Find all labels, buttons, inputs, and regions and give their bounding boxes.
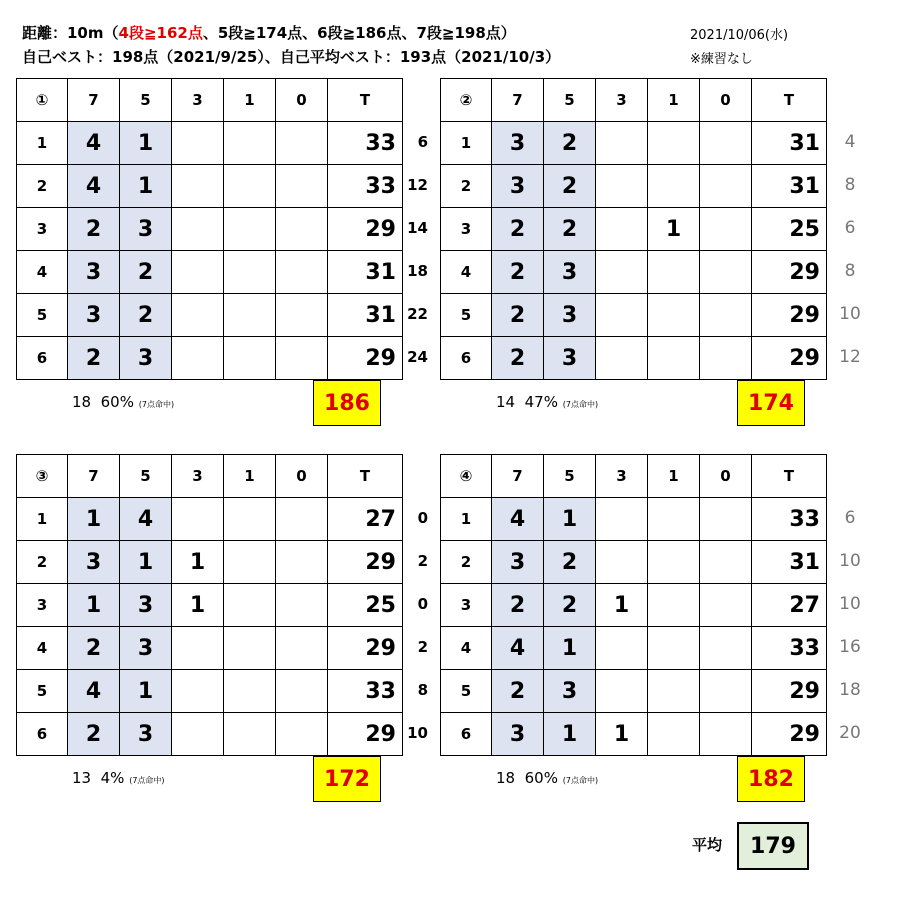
distance-rest: 、5段≧174点、6段≧186点、7段≧198点） [202,24,516,42]
end-number: 4 [441,627,492,670]
running-seven-count: 0 [417,595,428,613]
table-row [441,294,827,337]
hit-count: 2 [68,713,120,756]
hit-count [596,498,648,541]
end-number: 6 [441,713,492,756]
table-row [441,337,827,380]
running-five-count: 18 [839,680,861,700]
hit-count: 1 [544,713,596,756]
column-header: 3 [596,79,648,122]
round-label: ① [17,79,68,122]
round-total: 172 [324,766,370,792]
table-row [441,584,827,627]
column-header: 3 [172,79,224,122]
round-label: ② [441,79,492,122]
hit-count [596,670,648,713]
running-five-count: 20 [839,723,861,743]
hit-count: 3 [68,251,120,294]
hit-count [172,713,224,756]
running-five-count: 8 [844,261,856,281]
end-number: 3 [441,208,492,251]
hit-count: 1 [544,498,596,541]
hit-count: 2 [544,541,596,584]
end-total: 33 [328,122,403,165]
hit-count: 2 [492,584,544,627]
round-total-box [313,380,381,426]
running-five-count: 16 [839,637,861,657]
column-header: T [752,79,827,122]
hit-count: 2 [68,208,120,251]
hit-count: 1 [172,584,224,627]
running-seven-count: 2 [417,552,428,570]
column-header: 0 [276,455,328,498]
hit-count [700,713,752,756]
hit-count: 1 [120,165,172,208]
end-total: 29 [328,541,403,584]
seven-hit-note: (7点命中) [562,776,599,785]
end-total: 31 [752,541,827,584]
distance-prefix: 距離：10m（ [22,24,119,42]
hit-count [172,208,224,251]
table-row [17,541,403,584]
round-table-2 [440,78,827,380]
round-label: ③ [17,455,68,498]
column-header: 0 [700,455,752,498]
hit-count [700,294,752,337]
hit-count [276,713,328,756]
running-five-count: 10 [839,551,861,571]
hit-count [700,122,752,165]
average-value: 179 [750,833,796,859]
end-number: 5 [17,294,68,337]
end-total: 29 [328,208,403,251]
hit-count [700,251,752,294]
running-seven-count: 18 [407,262,428,280]
hit-count: 2 [544,584,596,627]
hit-count [224,122,276,165]
running-seven-count: 24 [407,348,428,366]
hit-count [172,294,224,337]
hit-count [224,713,276,756]
hit-count: 2 [544,208,596,251]
table-row [441,251,827,294]
hit-count: 3 [120,584,172,627]
hit-count: 2 [544,165,596,208]
hit-count: 2 [492,294,544,337]
hit-count: 2 [68,337,120,380]
end-number: 6 [17,337,68,380]
end-number: 1 [441,498,492,541]
hit-count [172,627,224,670]
hit-count [596,165,648,208]
hit-count: 3 [492,541,544,584]
seven-hit-percent: 47% [524,393,558,411]
running-five-count: 6 [844,218,856,238]
column-header: T [328,79,403,122]
end-number: 2 [441,165,492,208]
hit-count: 3 [492,713,544,756]
column-header: 3 [596,455,648,498]
hit-count [648,337,700,380]
table-row [441,713,827,756]
hit-count [224,294,276,337]
hit-count [700,498,752,541]
hit-count [276,165,328,208]
hit-count [700,337,752,380]
hit-count [596,541,648,584]
running-five-count: 10 [839,304,861,324]
dan4-threshold: 4段≧162点 [118,24,203,42]
hit-count [700,627,752,670]
hit-count [276,541,328,584]
running-seven-count: 2 [417,638,428,656]
end-number: 5 [441,670,492,713]
round-table-4 [440,454,827,756]
round-total-box [737,380,805,426]
round-label: ④ [441,455,492,498]
hit-count [700,208,752,251]
average-label: 平均 [692,836,723,854]
hit-count: 4 [68,122,120,165]
hit-count [276,294,328,337]
hit-count: 3 [492,165,544,208]
hit-count: 3 [120,627,172,670]
hit-count: 3 [492,122,544,165]
round-total: 182 [748,766,794,792]
hit-count [224,337,276,380]
hit-count: 3 [544,251,596,294]
running-five-count: 4 [844,132,856,152]
end-number: 1 [17,122,68,165]
table-row [441,627,827,670]
hit-count [276,498,328,541]
column-header: 5 [120,455,172,498]
hit-count [648,584,700,627]
hit-count [700,670,752,713]
hit-count: 1 [172,541,224,584]
table-row [17,713,403,756]
column-header: 0 [700,79,752,122]
column-header: 7 [68,79,120,122]
end-total: 33 [752,627,827,670]
hit-count: 3 [544,294,596,337]
hit-count: 4 [492,498,544,541]
running-five-count: 6 [844,508,856,528]
column-header: 5 [544,455,596,498]
hit-count [648,122,700,165]
end-number: 5 [441,294,492,337]
table-row [17,627,403,670]
hit-count [224,541,276,584]
end-number: 6 [17,713,68,756]
seven-hit-count: 18 [72,393,92,411]
hit-count: 1 [596,584,648,627]
column-header: 3 [172,455,224,498]
running-seven-count: 14 [407,219,428,237]
round-total: 186 [324,390,370,416]
table-row [441,208,827,251]
hit-count [596,337,648,380]
end-number: 6 [441,337,492,380]
table-row [17,251,403,294]
column-header: 1 [224,79,276,122]
end-number: 5 [17,670,68,713]
running-five-count: 10 [839,594,861,614]
hit-count [596,122,648,165]
hit-count [276,337,328,380]
end-total: 29 [752,251,827,294]
column-header: 1 [648,455,700,498]
round-summary [496,393,598,411]
hit-count [224,165,276,208]
end-number: 4 [17,251,68,294]
column-header: 7 [492,455,544,498]
hit-count [648,713,700,756]
end-number: 1 [441,122,492,165]
hit-count [648,165,700,208]
hit-count: 3 [544,337,596,380]
column-header: T [328,455,403,498]
hit-count [276,584,328,627]
end-number: 3 [441,584,492,627]
hit-count [224,627,276,670]
running-five-count: 8 [844,175,856,195]
personal-best-line: 自己ベスト：198点（2021/9/25）、自己平均ベスト：193点（2021/10/3） [22,48,561,66]
table-row [17,584,403,627]
hit-count [648,498,700,541]
seven-hit-percent: 60% [524,769,558,787]
hit-count [276,670,328,713]
hit-count [648,670,700,713]
hit-count: 4 [492,627,544,670]
hit-count: 2 [492,337,544,380]
running-seven-count: 12 [407,176,428,194]
hit-count: 4 [68,670,120,713]
round-total: 174 [748,390,794,416]
hit-count: 2 [544,122,596,165]
running-seven-count: 6 [417,133,428,151]
practice-note: ※練習なし [690,52,753,67]
hit-count [276,208,328,251]
hit-count [276,122,328,165]
seven-hit-note: (7点命中) [138,400,175,409]
hit-count [648,251,700,294]
table-row [441,498,827,541]
hit-count [700,584,752,627]
column-header: 7 [68,455,120,498]
hit-count [700,541,752,584]
hit-count: 1 [120,541,172,584]
hit-count [172,165,224,208]
hit-count [172,251,224,294]
column-header: 0 [276,79,328,122]
hit-count: 2 [68,627,120,670]
end-total: 33 [328,670,403,713]
date-label: 2021/10/06(水) [690,28,789,43]
hit-count: 1 [648,208,700,251]
hit-count: 1 [68,498,120,541]
hit-count [224,208,276,251]
seven-hit-note: (7点命中) [562,400,599,409]
end-number: 4 [17,627,68,670]
end-total: 27 [328,498,403,541]
end-number: 2 [441,541,492,584]
running-seven-count: 22 [407,305,428,323]
hit-count [224,584,276,627]
end-number: 3 [17,208,68,251]
running-seven-count: 8 [417,681,428,699]
running-seven-count: 10 [407,724,428,742]
hit-count [224,498,276,541]
table-row [17,294,403,337]
end-total: 33 [328,165,403,208]
hit-count [648,541,700,584]
seven-hit-count: 18 [496,769,516,787]
hit-count [596,294,648,337]
round-summary [72,393,174,411]
average-box [737,822,809,870]
column-header: 5 [120,79,172,122]
table-row [17,670,403,713]
round-summary [72,769,165,787]
seven-hit-note: (7点命中) [129,776,165,785]
end-total: 31 [752,122,827,165]
hit-count [596,251,648,294]
end-total: 33 [752,498,827,541]
table-row [441,165,827,208]
round-summary [496,769,598,787]
hit-count [276,627,328,670]
end-total: 29 [752,713,827,756]
round-total-box [313,756,381,802]
seven-hit-count: 14 [496,393,516,411]
hit-count: 2 [492,208,544,251]
end-number: 3 [17,584,68,627]
seven-hit-percent: 60% [100,393,134,411]
hit-count [596,208,648,251]
seven-hit-percent: 4% [100,769,125,787]
hit-count: 1 [120,122,172,165]
end-number: 4 [441,251,492,294]
hit-count: 4 [120,498,172,541]
table-row [17,208,403,251]
hit-count: 1 [68,584,120,627]
table-row [441,541,827,584]
hit-count: 3 [68,541,120,584]
table-row [17,165,403,208]
hit-count: 4 [68,165,120,208]
end-number: 1 [17,498,68,541]
hit-count: 1 [596,713,648,756]
table-row [17,498,403,541]
hit-count [172,498,224,541]
end-total: 29 [752,670,827,713]
hit-count: 3 [120,713,172,756]
hit-count [648,294,700,337]
hit-count [172,122,224,165]
table-row [441,122,827,165]
end-total: 29 [328,713,403,756]
column-header: 7 [492,79,544,122]
end-total: 31 [328,251,403,294]
running-seven-count: 0 [417,509,428,527]
hit-count: 3 [120,208,172,251]
end-total: 29 [752,294,827,337]
hit-count: 2 [492,670,544,713]
round-table-1 [16,78,403,380]
running-five-count: 12 [839,347,861,367]
column-header: 5 [544,79,596,122]
end-number: 2 [17,165,68,208]
round-total-box [737,756,805,802]
column-header: 1 [648,79,700,122]
end-total: 31 [328,294,403,337]
seven-hit-count: 13 [72,769,92,787]
end-total: 29 [328,337,403,380]
hit-count [596,627,648,670]
hit-count [224,251,276,294]
hit-count: 3 [544,670,596,713]
hit-count [172,337,224,380]
hit-count [224,670,276,713]
hit-count: 1 [544,627,596,670]
end-number: 2 [17,541,68,584]
end-total: 29 [328,627,403,670]
column-header: T [752,455,827,498]
hit-count: 2 [120,294,172,337]
hit-count: 3 [68,294,120,337]
end-total: 29 [752,337,827,380]
end-total: 31 [752,165,827,208]
end-total: 27 [752,584,827,627]
distance-line [22,22,516,43]
table-row [17,122,403,165]
end-total: 25 [328,584,403,627]
table-row [17,337,403,380]
hit-count: 2 [120,251,172,294]
hit-count [648,627,700,670]
hit-count: 3 [120,337,172,380]
hit-count [700,165,752,208]
hit-count: 1 [120,670,172,713]
hit-count [276,251,328,294]
end-total: 25 [752,208,827,251]
hit-count: 2 [492,251,544,294]
hit-count [172,670,224,713]
table-row [441,670,827,713]
column-header: 1 [224,455,276,498]
round-table-3 [16,454,403,756]
